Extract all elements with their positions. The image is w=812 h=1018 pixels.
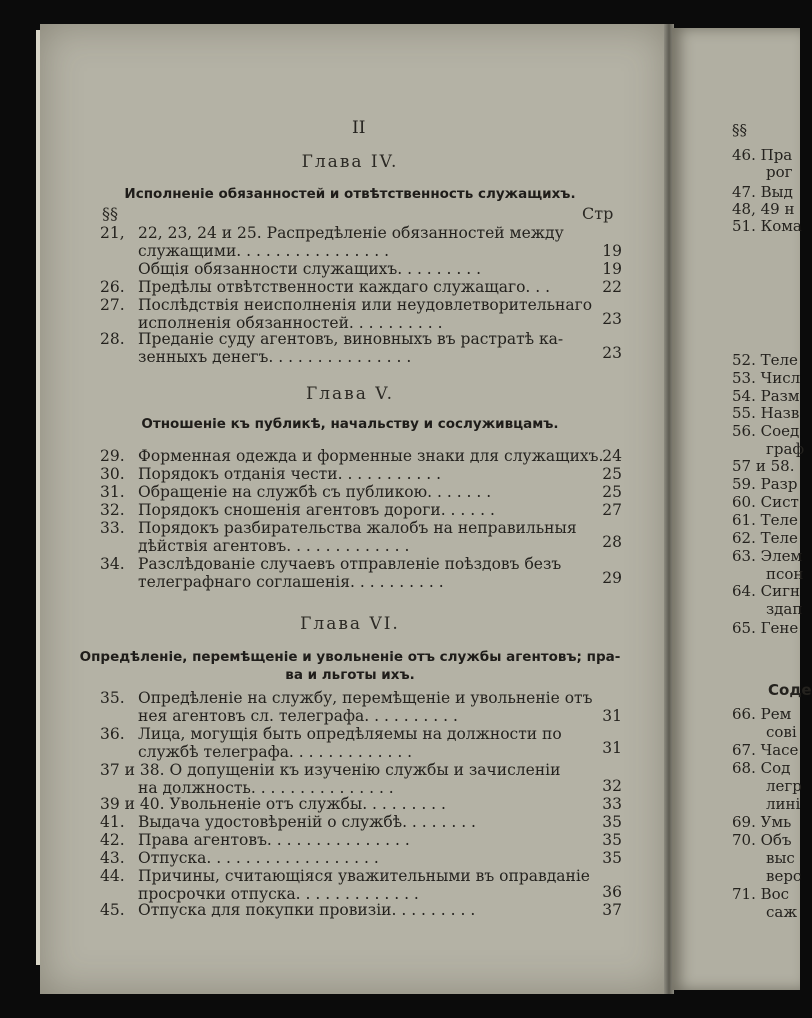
entry-page: 35 (602, 813, 622, 831)
entry-text: Лица, могущія быть опредѣляемы на должности по (138, 725, 562, 743)
entry-text: Преданіе суду агентовъ, виновныхъ въ растратѣ ка- (138, 330, 564, 348)
right-page-line: 60. Сист (732, 493, 799, 511)
entry-page: 32 (602, 777, 622, 795)
chapter-4-title: Глава IV. (301, 152, 399, 172)
entry-text: Порядокъ отданія чести. . . . . . . . . . . (138, 465, 442, 483)
entry-page: 35 (602, 849, 622, 867)
entry-text: Обращеніе на службѣ съ публикою. . . . . . . (138, 483, 492, 501)
entry-number: 21, (100, 224, 125, 242)
right-page-line: сові (766, 723, 797, 741)
entry-page: 23 (602, 344, 622, 362)
right-page-line: 70. Объ (732, 831, 792, 849)
chapter-6-title: Глава VI. (300, 614, 400, 634)
right-page-line: граф (766, 440, 805, 458)
entry-text: служащими. . . . . . . . . . . . . . . . (138, 242, 390, 260)
right-page-line: 62. Теле (732, 529, 798, 547)
right-page-line: 52. Теле (732, 351, 798, 369)
entry-page: 19 (602, 242, 622, 260)
entry-number: 44. (100, 867, 125, 885)
entry-number: 26. (100, 278, 125, 296)
entry-page: 31 (602, 739, 622, 757)
entry-text: службѣ телеграфа. . . . . . . . . . . . . (138, 743, 413, 761)
entry-number: 35. (100, 689, 125, 707)
entry-number: 43. (100, 849, 125, 867)
right-page-line: 63. Элем (732, 547, 803, 565)
right-page-line: 64. Сигн (732, 582, 800, 600)
right-page-line: 59. Разр (732, 475, 798, 493)
right-page-line: 48, 49 н (732, 200, 795, 218)
entry-text: 39 и 40. Увольненіе отъ службы. . . . . . . . . (100, 795, 446, 813)
right-page-line: верс (766, 867, 802, 885)
entry-page: 27 (602, 501, 622, 519)
right-page-line: выс (766, 849, 795, 867)
entry-number: 36. (100, 725, 125, 743)
entry-text: исполненія обязанностей. . . . . . . . . . (138, 314, 443, 332)
right-page-line: 46. Пра (732, 146, 793, 164)
entry-page: 36 (602, 883, 622, 901)
entry-number: 45. (100, 901, 125, 919)
right-page-line: 67. Часе (732, 741, 799, 759)
entry-text: Отпуска для покупки провизіи. . . . . . . . . (138, 901, 476, 919)
right-page-line: лині (766, 795, 801, 813)
entry-text: Послѣдствія неисполненія или неудовлетворительнаго (138, 296, 593, 314)
chapter-6-heading-line-2: ва и льготы ихъ. (285, 667, 415, 683)
right-page-line: 51. Кома (732, 217, 802, 235)
page-column-label: Стр (582, 204, 614, 223)
right-page-line: здап (766, 600, 803, 618)
chapter-4-heading: Исполненіе обязанностей и отвѣтственность служащихъ. (124, 186, 576, 202)
entry-text: Опредѣленіе на службу, перемѣщеніе и увольненіе отъ (138, 689, 593, 707)
entry-number: 29. (100, 447, 125, 465)
entry-number: 31. (100, 483, 125, 501)
entry-number: 30. (100, 465, 125, 483)
right-page-line: 53. Числ (732, 369, 801, 387)
entry-number: 42. (100, 831, 125, 849)
entry-text: Форменная одежда и форменные знаки для служащихъ. (138, 447, 604, 465)
entry-text: телеграфнаго соглашенія. . . . . . . . . . (138, 573, 444, 591)
entry-page: 35 (602, 831, 622, 849)
entry-page: 29 (602, 569, 622, 587)
entry-page: 31 (602, 707, 622, 725)
chapter-6-heading-line-1: Опредѣленіе, перемѣщеніе и увольненіе отъ службы агентовъ; пра- (79, 649, 621, 665)
right-page-line: 66. Рем (732, 705, 792, 723)
entry-text: просрочки отпуска. . . . . . . . . . . . . (138, 885, 419, 903)
entry-text: дѣйствія агентовъ. . . . . . . . . . . . . (138, 537, 410, 555)
entry-number: 33. (100, 519, 125, 537)
right-page-line: 61. Теле (732, 511, 798, 529)
entry-number: 28. (100, 330, 125, 348)
entry-text: 37 и 38. О допущеніи къ изученію службы и зачисленіи (100, 761, 561, 779)
entry-page: 37 (602, 901, 622, 919)
right-page-line: легр (766, 777, 802, 795)
entry-page: 19 (602, 260, 622, 278)
entry-text: Разслѣдованіе случаевъ отправленіе поѣздовъ безъ (138, 555, 562, 573)
right-page-line: 69. Умь (732, 813, 792, 831)
right-page-line: рог (766, 163, 793, 181)
entry-page: 25 (602, 483, 622, 501)
right-page-line: §§ (732, 121, 747, 139)
entry-number: 32. (100, 501, 125, 519)
right-page-line: 54. Разм (732, 387, 800, 405)
right-page-line: саж (766, 903, 798, 921)
entry-page: 22 (602, 278, 622, 296)
right-page-line: 56. Соед (732, 422, 800, 440)
entry-page: 23 (602, 310, 622, 328)
chapter-5-title: Глава V. (305, 384, 394, 404)
right-page-line: 65. Гене (732, 619, 799, 637)
entry-page: 28 (602, 533, 622, 551)
entry-page: 24 (602, 447, 622, 465)
entry-text: Порядокъ сношенія агентовъ дороги. . . . . . (138, 501, 495, 519)
entry-text: Предѣлы отвѣтственности каждаго служащаго. . . (138, 278, 551, 296)
entry-text: Общія обязанности служащихъ. . . . . . . . . (138, 260, 482, 278)
right-page-line: 71. Вос (732, 885, 790, 903)
entry-text: зенныхъ денегъ. . . . . . . . . . . . . . . (138, 348, 412, 366)
entry-text: Отпуска. . . . . . . . . . . . . . . . . . (138, 849, 379, 867)
entry-text: Причины, считающіяся уважительными въ оправданіе (138, 867, 590, 885)
entry-number: 41. (100, 813, 125, 831)
right-page-line: 57 и 58. (732, 457, 795, 475)
right-page-line: псон (766, 565, 804, 583)
entry-text: Права агентовъ. . . . . . . . . . . . . . . (138, 831, 410, 849)
chapter-5-heading: Отношеніе къ публикѣ, начальству и сослуживцамъ. (141, 416, 559, 432)
page-folio: II (352, 118, 366, 138)
right-page-line: 68. Сод (732, 759, 791, 777)
right-page-line: 47. Выд (732, 183, 793, 201)
section-column-label: §§ (102, 204, 118, 223)
entry-number: 27. (100, 296, 125, 314)
right-page-line: 55. Назв (732, 404, 800, 422)
entry-page: 33 (602, 795, 622, 813)
entry-text: Порядокъ разбирательства жалобъ на неправильныя (138, 519, 577, 537)
entry-number: 34. (100, 555, 125, 573)
entry-text: на должность. . . . . . . . . . . . . . . (138, 779, 394, 797)
entry-text: 22, 23, 24 и 25. Распредѣленіе обязанностей между (138, 224, 564, 242)
entry-page: 25 (602, 465, 622, 483)
entry-text: Выдача удостовѣреній о службѣ. . . . . . . . (138, 813, 476, 831)
entry-text: нея агентовъ сл. телеграфа. . . . . . . . . . (138, 707, 458, 725)
right-page-line: Соде (768, 681, 812, 699)
